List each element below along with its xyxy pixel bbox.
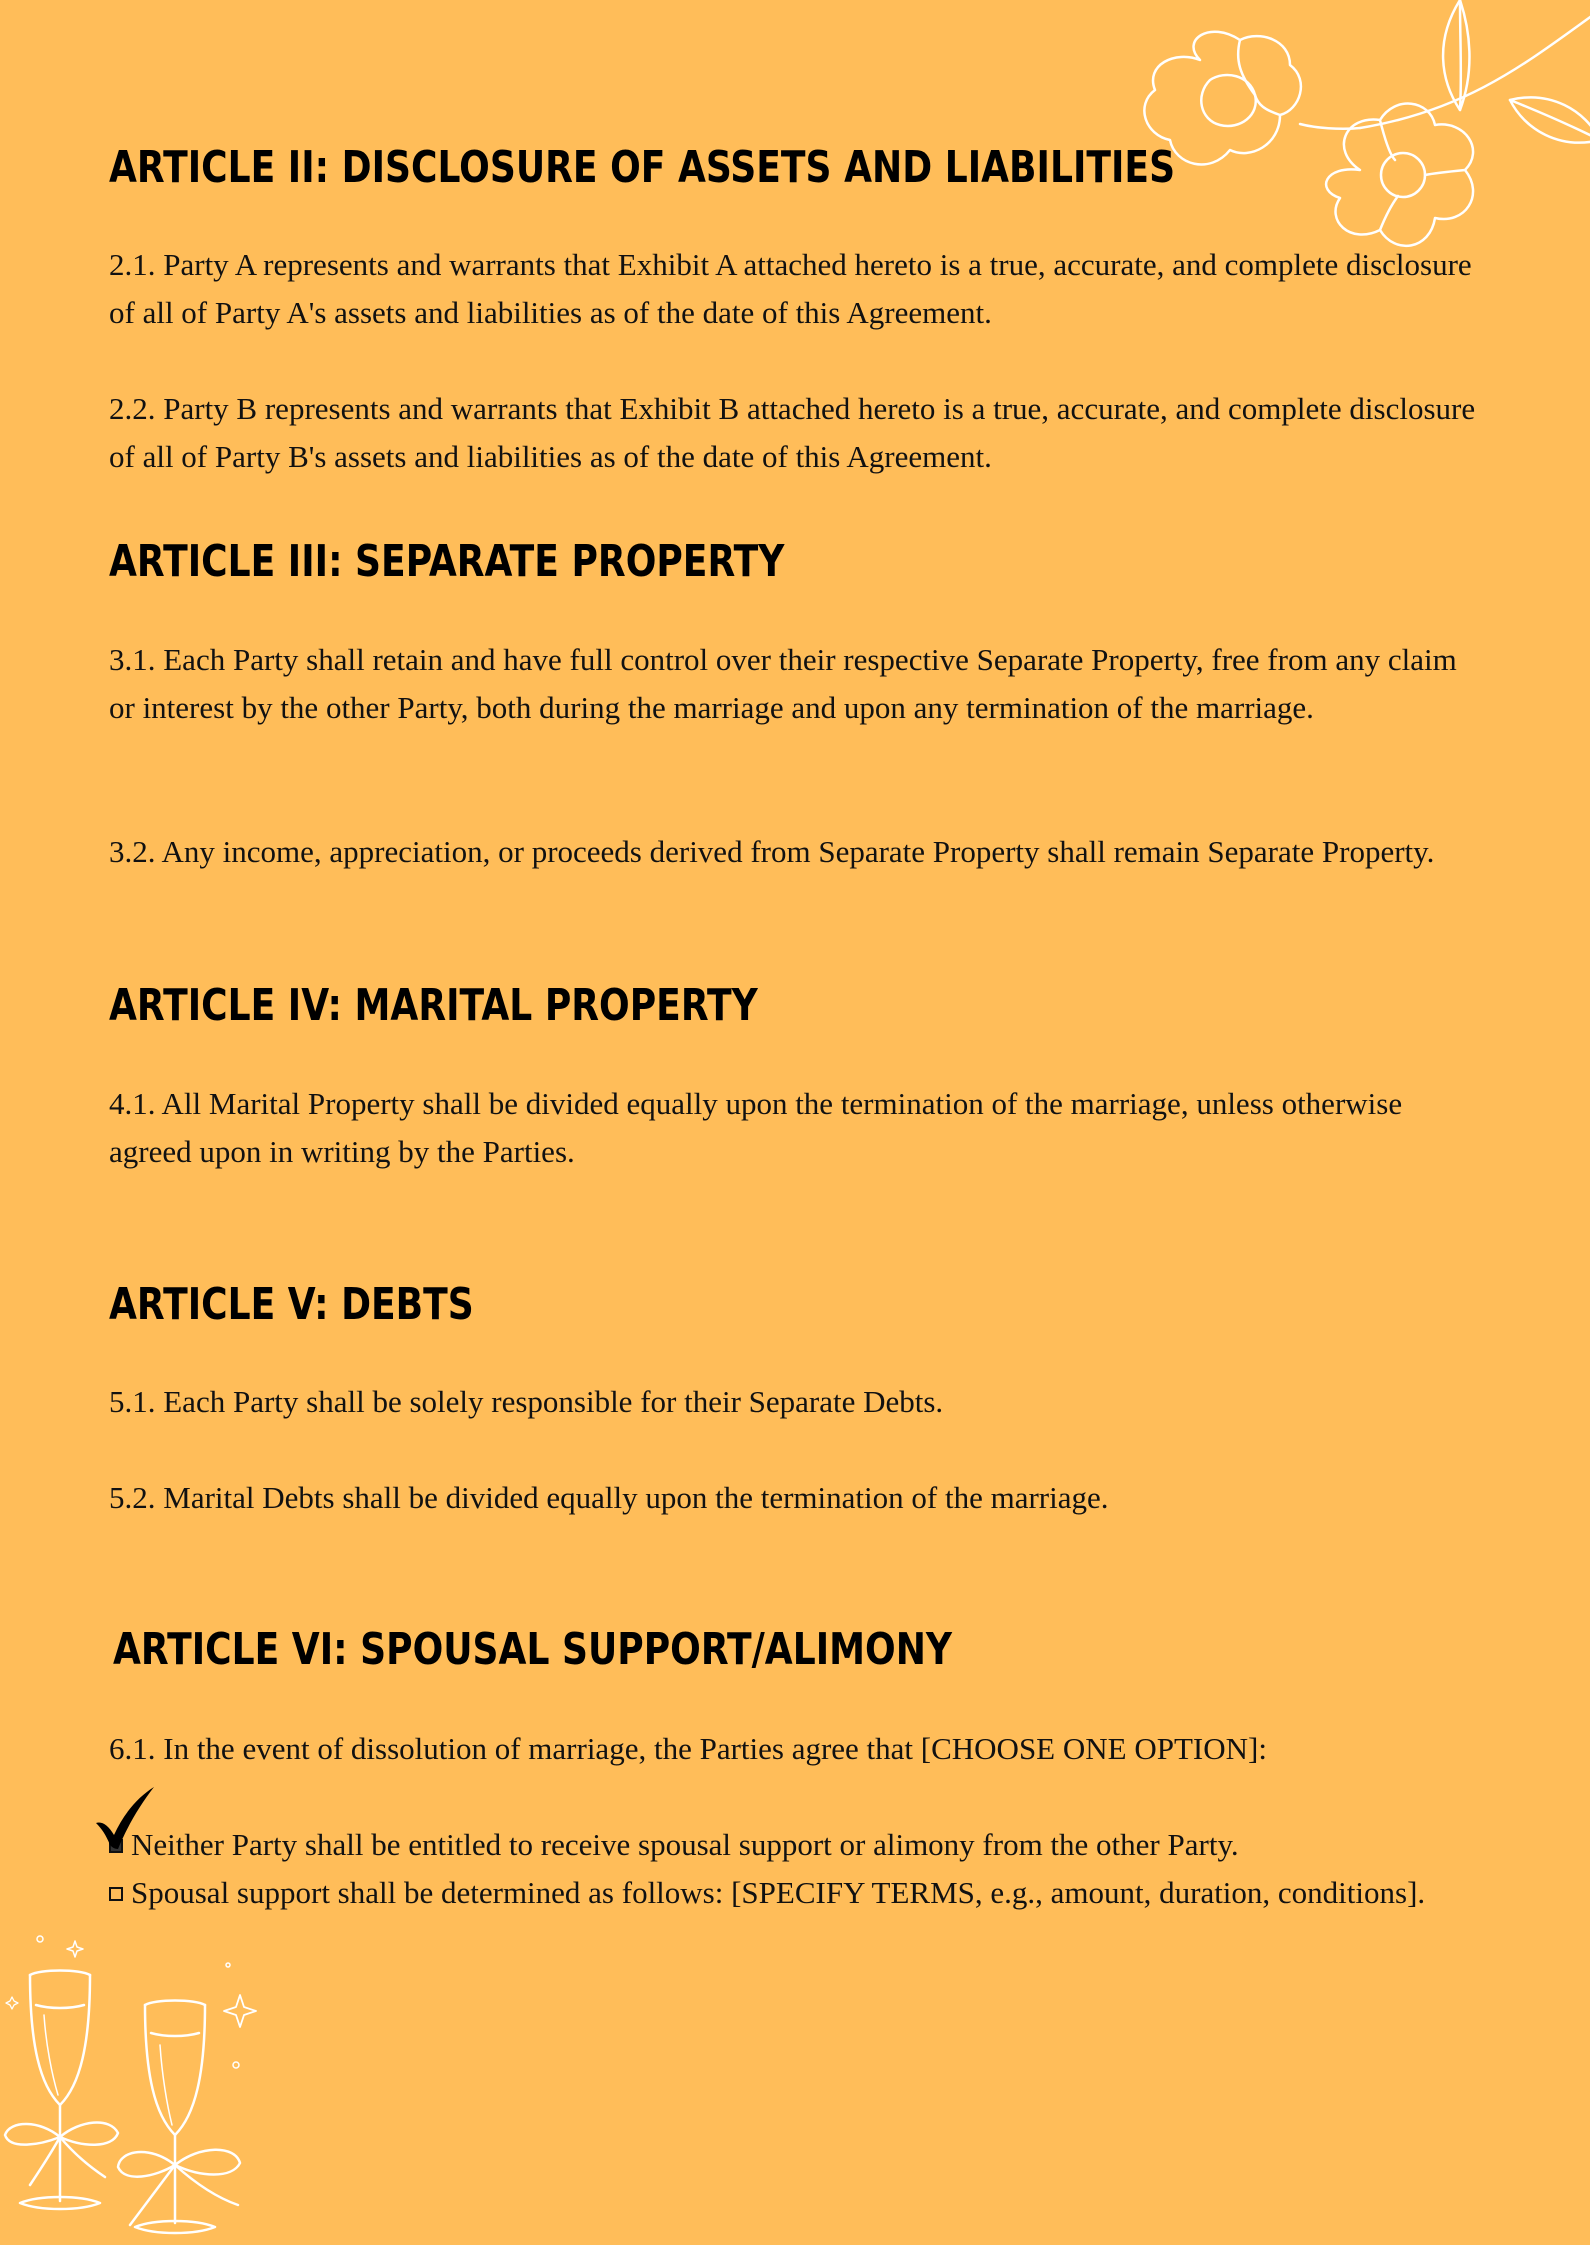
article-2-paragraph-1: 2.1. Party A represents and warrants that Exhibit A attached hereto is a true, accurate, and complete disclosure of all of Party A's assets and liabilities as of the date of this Agreement. bbox=[109, 247, 1472, 330]
article-3-paragraph-1: 3.1. Each Party shall retain and have full control over their respective Separate Property, free from any claim or interest by the other Party, both during the marriage and upon any termination of the marriage. bbox=[109, 642, 1457, 725]
article-6-heading: ARTICLE VI: SPOUSAL SUPPORT/ALIMONY bbox=[113, 1624, 953, 1675]
article-2-paragraph-2: 2.2. Party B represents and warrants that Exhibit B attached hereto is a true, accurate, and complete disclosure of all of Party B's assets and liabilities as of the date of this Agreement. bbox=[109, 391, 1476, 474]
checkmark-icon bbox=[92, 1783, 162, 1853]
article-6-paragraph-1: 6.1. In the event of dissolution of marriage, the Parties agree that [CHOOSE ONE OPTION]: bbox=[109, 1731, 1267, 1766]
article-4-paragraph-1: 4.1. All Marital Property shall be divided equally upon the termination of the marriage, unless otherwise agreed upon in writing by the Parties. bbox=[109, 1086, 1403, 1169]
option-2-text: Spousal support shall be determined as follows: [SPECIFY TERMS, e.g., amount, duration, conditions]. bbox=[131, 1875, 1426, 1910]
option-2-checkbox[interactable] bbox=[109, 1887, 123, 1901]
article-3-paragraph-2: 3.2. Any income, appreciation, or proceeds derived from Separate Property shall remain Separate Property. bbox=[109, 834, 1435, 869]
article-4-heading: ARTICLE IV: MARITAL PROPERTY bbox=[109, 980, 758, 1031]
option-no-support bbox=[109, 1821, 1489, 1869]
article-5-paragraph-2: 5.2. Marital Debts shall be divided equally upon the termination of the marriage. bbox=[109, 1480, 1109, 1515]
article-5-paragraph-1: 5.1. Each Party shall be solely responsible for their Separate Debts. bbox=[109, 1384, 944, 1419]
article-5-heading: ARTICLE V: DEBTS bbox=[109, 1279, 474, 1330]
option-1-text: Neither Party shall be entitled to receive spousal support or alimony from the other Party. bbox=[131, 1827, 1239, 1862]
article-2-heading: ARTICLE II: DISCLOSURE OF ASSETS AND LIABILITIES bbox=[109, 142, 1176, 193]
article-3-heading: ARTICLE III: SEPARATE PROPERTY bbox=[109, 536, 785, 587]
option-specify-support bbox=[109, 1869, 1489, 1917]
champagne-glasses-decoration-icon bbox=[0, 1905, 270, 2245]
